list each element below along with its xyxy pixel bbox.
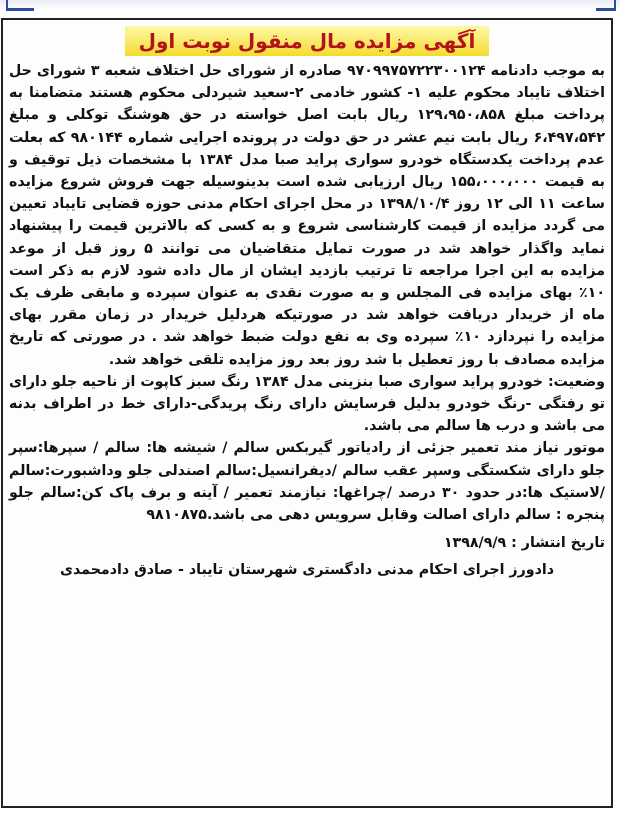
auction-notice-box bbox=[1, 18, 613, 808]
notice-paragraph-main: به موجب دادنامه ۹۷۰۹۹۷۵۷۲۲۳۰۰۱۲۴ صادره از شورای حل اختلاف شعبه ۳ شورای حل اختلاف تایباد محکوم علیه ۱- کشور خادمی ۲-سعید شیردلی محکوم هستند متضامنا به پرداخت مبلغ ۱۲۹،۹۵۰،۸۵۸ ریال بابت اصل خواسته در حق هوشنگ توکلی و مبلغ ۶،۴۹۷،۵۴۲ ریال بابت نیم عشر در حق دولت در پرونده اجرایی شماره ۹۸۰۱۴۴ که بعلت عدم پرداخت یکدستگاه خودرو سواری پراید صبا مدل ۱۳۸۴ با مشخصات ذیل توقیف و به قیمت ۱۵۵،۰۰۰،۰۰۰ ریال ارزیابی شده است بدینوسیله جهت فروش شروع مزایده ساعت ۱۱ الی ۱۲ روز ۱۳۹۸/۱۰/۴ در محل اجرای احکام مدنی حوزه قضایی تایباد تعیین می گردد مزایده از قیمت کارشناسی شروع و به کسی که بالاترین قیمت را پیشنهاد نماید واگذار خواهد شد در صورت تمایل متقاضیان می توانند ۵ روز قبل از موعد مزایده به این اجرا مراجعه تا ترتیب بازدید ایشان از مال داده شود لازم به ذکر است ۱۰٪ بهای مزایده فی المجلس و به صورت نقدی به عنوان سپرده و مابقی ظرف یک ماه از خریدار دریافت خواهد شد در صورتیکه هردلیل خریدار در زمان مقرر بهای مزایده را نپردازد ۱۰٪ سپرده وی به نفع دولت ضبط خواهد شد . در صورتی که تاریخ مزایده مصادف با روز تعطیل با شد روز بعد روز مزایده تلقی خواهد شد. bbox=[9, 63, 606, 368]
publish-date: تاریخ انتشار : ۱۳۹۸/۹/۹ bbox=[443, 535, 605, 552]
corner-ornament-right bbox=[596, 0, 616, 11]
signature-line: دادورز اجرای احکام مدنی دادگستری شهرستان تایباد - صادق دادمحمدی bbox=[59, 562, 554, 579]
notice-title-wrap bbox=[9, 26, 605, 60]
notice-title: آگهی مزایده مال منقول نوبت اول bbox=[125, 26, 490, 56]
notice-paragraph-condition: وضعیت: خودرو پراید سواری صبا بنزینی مدل ۱۳۸۴ رنگ سبز کاپوت از ناحیه جلو دارای تو رفتگی -رنگ خودرو بدلیل فرسایش دارای رنگ پریدگی-دارای خط در اطراف بدنه می باشد و درب ها سالم می باشد. bbox=[9, 373, 605, 435]
notice-body bbox=[9, 60, 605, 554]
page-top-strip bbox=[0, 0, 620, 10]
corner-ornament-left bbox=[6, 0, 34, 11]
notice-paragraph-details: موتور نیاز مند تعمیر جزئی از رادیاتور گیربکس سالم / شیشه ها: سالم / سپرها:سپر جلو دارای شکستگی وسپر عقب سالم /دیفرانسیل:سالم اصندلی جلو وداشبورت:سالم /لاستیک ها:در حدود ۳۰ درصد /چراغها: نیازمند تعمیر / آینه و برف پاک کن:سالم جلو پنجره : سالم دارای اصالت وقابل سرویس دهی می باشد.۹۸۱۰۸۷۵ bbox=[9, 440, 605, 524]
